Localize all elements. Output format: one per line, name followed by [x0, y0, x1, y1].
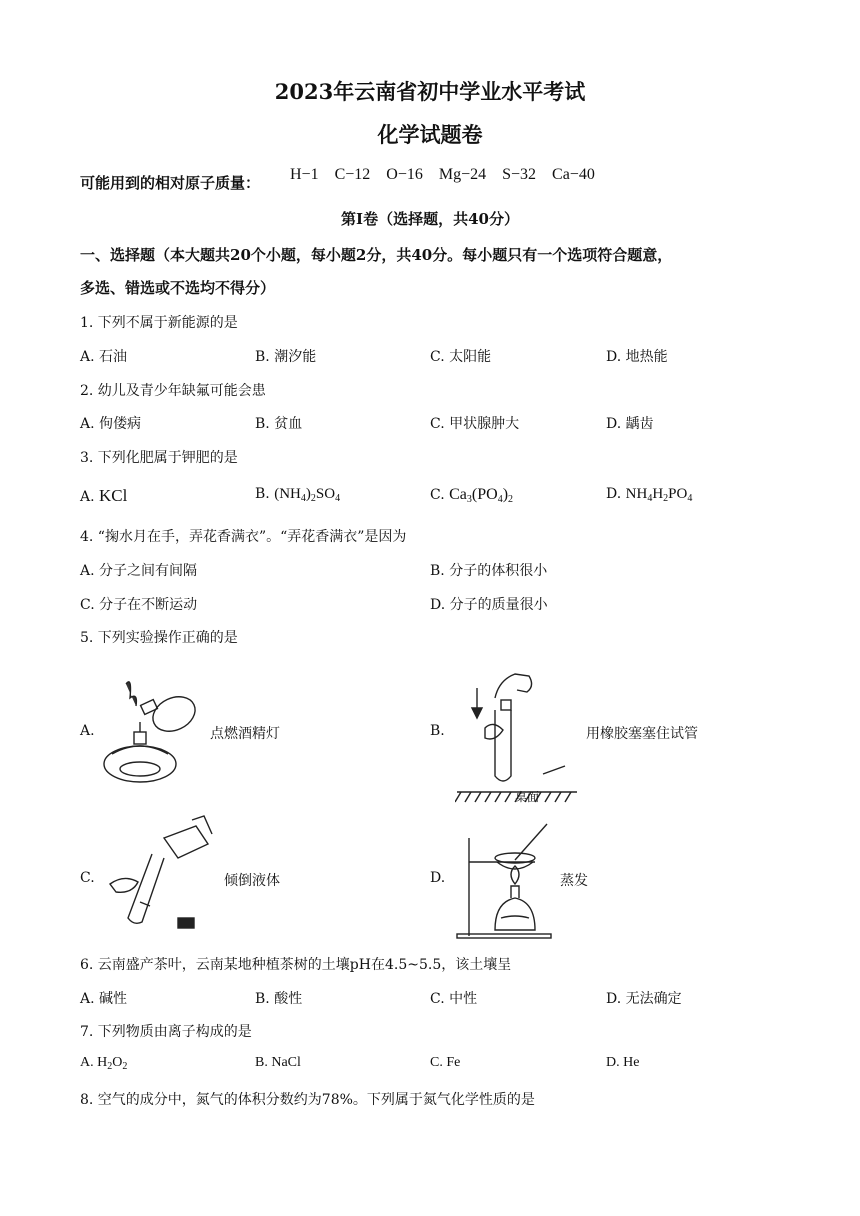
q7-option-a-letter: A. — [80, 1055, 94, 1070]
q6-option-a: A. 碱性 — [80, 991, 128, 1007]
q2-stem: 2. 幼儿及青少年缺氟可能会患 — [80, 383, 266, 399]
q2-option-b: B. 贫血 — [255, 416, 303, 432]
q7-option-a: A. $H_2O_2$ — [80, 1055, 128, 1072]
q3-option-d-letter: D. — [606, 486, 622, 502]
q2-option-c: C. 甲状腺肿大 — [430, 416, 520, 432]
q3-stem: 3. 下列化肥属于钾肥的是 — [80, 450, 238, 466]
evaporation-setup-figure — [455, 818, 555, 942]
q1-option-a: A. 石油 — [80, 349, 128, 365]
q7-option-b: B. NaCl — [255, 1055, 301, 1070]
lighting-alcohol-lamp-figure — [98, 672, 202, 790]
q4-option-d: D. 分子的质量很小 — [430, 597, 548, 613]
q5-caption-b: 用橡胶塞塞住试管 — [586, 726, 698, 742]
q4-option-b: B. 分子的体积很小 — [430, 563, 548, 579]
q7-option-d: D. He — [606, 1055, 640, 1070]
part1-title: 第Ⅰ卷（选择题，共40分） — [341, 210, 519, 228]
atomic-mass-values — [290, 166, 595, 184]
q5-option-c: C. — [80, 870, 95, 886]
q5-caption-c: 倾倒液体 — [224, 873, 280, 889]
q5-option-d: D. — [430, 870, 446, 886]
stopper-test-tube-figure — [455, 668, 580, 804]
exam-title: 2023年云南省初中学业水平考试 — [274, 79, 586, 104]
q7-stem: 7. 下列物质由离子构成的是 — [80, 1024, 252, 1040]
atomic-mass-h: H−1 — [290, 166, 319, 183]
q5-option-b: B. — [430, 723, 445, 739]
q5-stem: 5. 下列实验操作正确的是 — [80, 630, 238, 646]
q1-option-b: B. 潮汐能 — [255, 349, 317, 365]
q6-stem: 6. 云南盛产茶叶，云南某地种植茶树的土壤pH在4.5~5.5，该土壤呈 — [80, 957, 512, 973]
exam-subtitle: 化学试题卷 — [377, 122, 483, 147]
q3-option-a: A. KCl — [80, 486, 128, 505]
q4-option-a: A. 分子之间有间隔 — [80, 563, 198, 579]
q5-caption-a: 点燃酒精灯 — [210, 726, 280, 742]
section1-instruction-line1: 一、选择题（本大题共20个小题，每小题2分，共40分。每小题只有一个选项符合题意， — [80, 246, 673, 264]
atomic-mass-c: C−12 — [334, 166, 371, 183]
pouring-liquid-figure — [104, 814, 224, 934]
q6-option-c: C. 中性 — [430, 991, 478, 1007]
atomic-mass-ca: Ca−40 — [552, 166, 595, 183]
q3-option-d: D. $NH_4H_2PO_4$ — [606, 486, 693, 504]
q3-option-b: B. $(NH_4)_2SO_4$ — [255, 486, 341, 504]
q1-option-d: D. 地热能 — [606, 349, 668, 365]
q2-option-a: A. 佝偻病 — [80, 416, 142, 432]
q3-option-c-letter: C. — [430, 487, 445, 503]
q1-option-c: C. 太阳能 — [430, 349, 492, 365]
q6-option-d: D. 无法确定 — [606, 991, 682, 1007]
q8-stem: 8. 空气的成分中，氮气的体积分数约为78%。下列属于氮气化学性质的是 — [80, 1092, 535, 1108]
section1-instruction-line2: 多选、错选或不选均不得分） — [80, 279, 276, 297]
atomic-mass-o: O−16 — [386, 166, 423, 183]
q1-stem: 1. 下列不属于新能源的是 — [80, 315, 238, 331]
q3-option-b-letter: B. — [255, 486, 270, 502]
atomic-mass-s: S−32 — [502, 166, 537, 183]
q5-figure-label-table: 桌面 — [515, 790, 540, 804]
q3-option-a-letter: A. — [80, 489, 95, 505]
q4-option-c: C. 分子在不断运动 — [80, 597, 198, 613]
q5-caption-d: 蒸发 — [560, 873, 588, 889]
atomic-mass-mg: Mg−24 — [438, 166, 487, 183]
q7-option-c: C. Fe — [430, 1055, 461, 1070]
q6-option-b: B. 酸性 — [255, 991, 303, 1007]
q4-stem: 4. “掬水月在手，弄花香满衣”。“弄花香满衣”是因为 — [80, 529, 407, 545]
q3-option-c: C. $Ca_3(PO_4)_2$ — [430, 486, 514, 505]
atomic-mass-label: 可能用到的相对原子质量： — [80, 174, 261, 192]
q2-option-d: D. 龋齿 — [606, 416, 654, 432]
q5-option-a: A. — [80, 723, 95, 739]
